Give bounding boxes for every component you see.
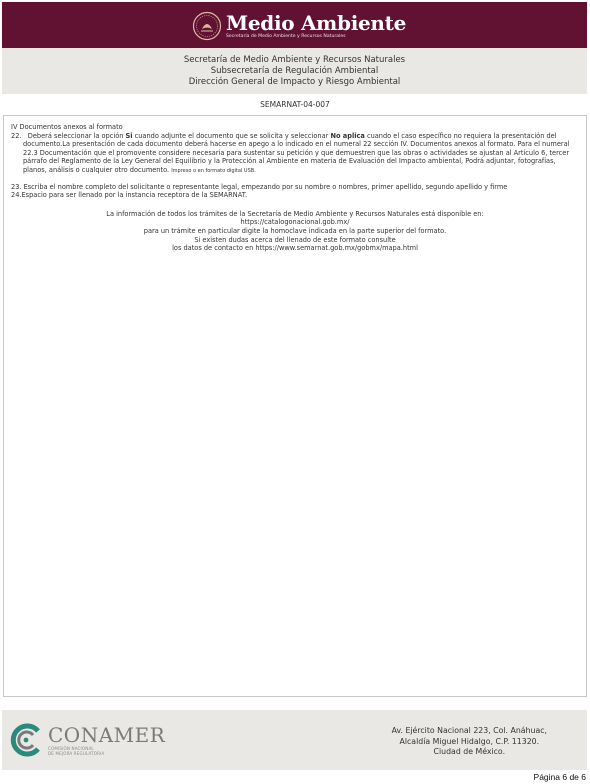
conamer-subtitle-2: DE MEJORA REGULATORIA — [48, 751, 105, 756]
footer-address — [392, 726, 547, 758]
brand-title: Medio Ambiente — [226, 10, 407, 35]
item-22-text-3: cuando el caso específico no requiera la presentación del documento.La presentación de cada documento deberá hacerse en apego a lo indicado en el numeral 22 sección IV. Documentos anexos al formato. Para el numeral 22.3 Documentación que el promovente considere necesaria para sustentar su petición y que demuestren que las obras o actividades se ajustan al Artículo 6, tercer párrafo del Reglamento de la Ley General del Equilibrio y la Protección al Ambiente en materia de Evaluación del Impacto ambiental, Podrá adjuntar, fotografías, planos, análisis o cualquier otro documento. — [23, 131, 570, 174]
conamer-logo — [8, 722, 165, 758]
address-line: Ciudad de México. — [433, 747, 506, 756]
info-block — [11, 210, 579, 253]
info-line-contact[interactable]: los datos de contacto en https://www.semarnat.gob.mx/gobmx/mapa.html — [172, 244, 418, 253]
address-line: Alcaldía Miguel Hidalgo, C.P. 11320. — [399, 736, 540, 746]
info-line: para un trámite en particular digite la homoclave indicada en la parte superior del formato. — [143, 226, 447, 235]
conamer-title: CONAMER — [48, 723, 166, 747]
footer-band — [2, 710, 587, 770]
agency-line: Subsecretaría de Regulación Ambiental — [210, 66, 379, 76]
info-line: Si existen dudas acerca del llenado de este formato consulte — [194, 235, 396, 244]
national-seal-icon — [192, 11, 222, 41]
section-title: IV Documentos anexos al formato — [11, 123, 123, 131]
page-number: Página 6 de 6 — [533, 772, 586, 782]
item-22-note: Impreso o en formato digital USB. — [171, 167, 256, 174]
brand-subtitle: Secretaría de Medio Ambiente y Recursos Naturales — [226, 33, 346, 39]
item-23: 23. Escriba el nombre completo del solicitante o representante legal, empezando por su nombre o nombres, primer apellido, segundo apellido y firme — [11, 182, 508, 191]
agency-line: Secretaría de Medio Ambiente y Recursos Naturales — [183, 55, 406, 65]
option-no-aplica: No aplica — [330, 131, 365, 140]
brand-logo — [192, 10, 406, 42]
item-22-text-2: cuando adjunte el documento que se solicita y seleccionar — [132, 131, 331, 140]
form-code: SEMARNAT-04-007 — [260, 100, 330, 109]
item-22 — [11, 132, 579, 176]
item-24: 24.Espacio para ser llenado por la instancia receptora de la SEMARNAT. — [11, 191, 248, 200]
conamer-emblem-icon — [8, 722, 44, 758]
info-link-catalogo[interactable]: https://catalogonacional.gob.mx/ — [240, 218, 350, 227]
address-line: Av. Ejército Nacional 223, Col. Anáhuac, — [391, 726, 547, 735]
content-box — [3, 115, 587, 697]
agency-band — [2, 48, 587, 94]
item-22-text-1: Deberá seleccionar la opción — [27, 131, 126, 140]
info-line: La información de todos los trámites de la Secretaría de Medio Ambiente y Recursos Naturales está disponible en: — [106, 209, 484, 218]
conamer-subtitle-1: COMISIÓN NACIONAL — [48, 746, 94, 751]
agency-line: Dirección General de Impacto y Riesgo Ambiental — [188, 77, 401, 87]
option-si: Si — [125, 131, 133, 140]
header-bar — [2, 2, 587, 48]
item-22-number: 22. — [11, 131, 22, 140]
